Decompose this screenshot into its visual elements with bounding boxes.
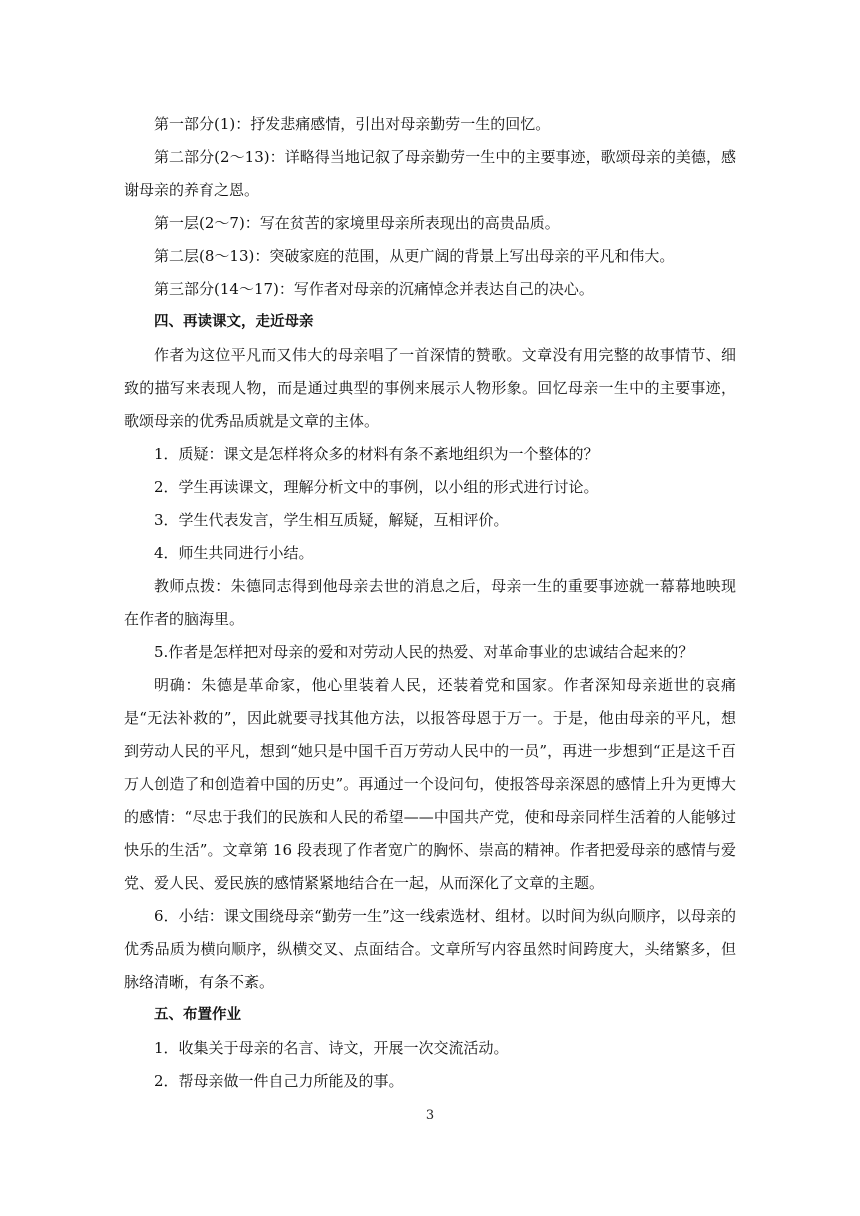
step-2: 2．学生再读课文，理解分析文中的事例，以小组的形式进行讨论。 <box>154 478 599 496</box>
section-heading-four: 四、再读课文，走近母亲 <box>154 314 314 330</box>
outline-part-one: 第一部分(1)：抒发悲痛感情，引出对母亲勤劳一生的回忆。 <box>154 115 551 133</box>
answer-5: 明确：朱德是革命家，他心里装着人民，还装着党和国家。作者深知母亲逝世的哀痛是“无法补救的”，因此就要寻找其他方法，以报答母恩于万一。于是，他由母亲的平凡，想到劳动人民的平凡，想到“她只是中国千百万劳动人民中的一员”，再进一步想到“正是这千百万人创造了和创造着中国的历史”。再通过一个设问句，使报答母亲深恩的感情上升为更博大的感情：“尽忠于我们的民族和人民的希望——中国共产党，使和母亲同样生活着的人能够过快乐的生活”。文章第 16 段表现了作者宽广的胸怀、崇高的精神。作者把爱母亲的感情与爱党、爱人民、爱民族的感情紧紧地结合在一起，从而深化了文章的主题。 <box>124 676 736 892</box>
homework-2: 2．帮母亲做一件自己力所能及的事。 <box>154 1072 404 1090</box>
step-1: 1．质疑：课文是怎样将众多的材料有条不紊地组织为一个整体的？ <box>154 445 599 463</box>
outline-part-two: 第二部分(2～13)：详略得当地记叙了母亲勤劳一生中的主要事迹，歌颂母亲的美德，感谢母亲的养育之恩。 <box>124 148 736 199</box>
question-5: 5.作者是怎样把对母亲的爱和对劳动人民的热爱、对革命事业的忠诚结合起来的？ <box>154 643 694 661</box>
page-number: 3 <box>425 1108 435 1123</box>
section-four-intro: 作者为这位平凡而又伟大的母亲唱了一首深情的赞歌。文章没有用完整的故事情节、细致的描写来表现人物，而是通过典型的事例来展示人物形象。回忆母亲一生中的主要事迹，歌颂母亲的优秀品质就是文章的主体。 <box>124 346 736 430</box>
step-3: 3．学生代表发言，学生相互质疑，解疑，互相评价。 <box>154 511 509 529</box>
summary-6: 6．小结：课文围绕母亲“勤劳一生”这一线索选材、组材。以时间为纵向顺序，以母亲的优秀品质为横向顺序，纵横交叉、点面结合。文章所写内容虽然时间跨度大，头绪繁多，但脉络清晰，有条不紊。 <box>124 907 736 991</box>
outline-layer-one: 第一层(2～7)：写在贫苦的家境里母亲所表现出的高贵品质。 <box>154 214 560 232</box>
homework-1: 1．收集关于母亲的名言、诗文，开展一次交流活动。 <box>154 1039 509 1057</box>
outline-layer-two: 第二层(8～13)：突破家庭的范围，从更广阔的背景上写出母亲的平凡和伟大。 <box>154 247 675 265</box>
teacher-guidance: 教师点拨：朱德同志得到他母亲去世的消息之后，母亲一生的重要事迹就一幕幕地映现在作者的脑海里。 <box>124 577 736 628</box>
page-body <box>124 108 736 1098</box>
step-4: 4．师生共同进行小结。 <box>154 544 314 562</box>
section-heading-five: 五、布置作业 <box>154 1007 241 1023</box>
outline-part-three: 第三部分(14～17)：写作者对母亲的沉痛悼念并表达自己的决心。 <box>154 280 594 298</box>
